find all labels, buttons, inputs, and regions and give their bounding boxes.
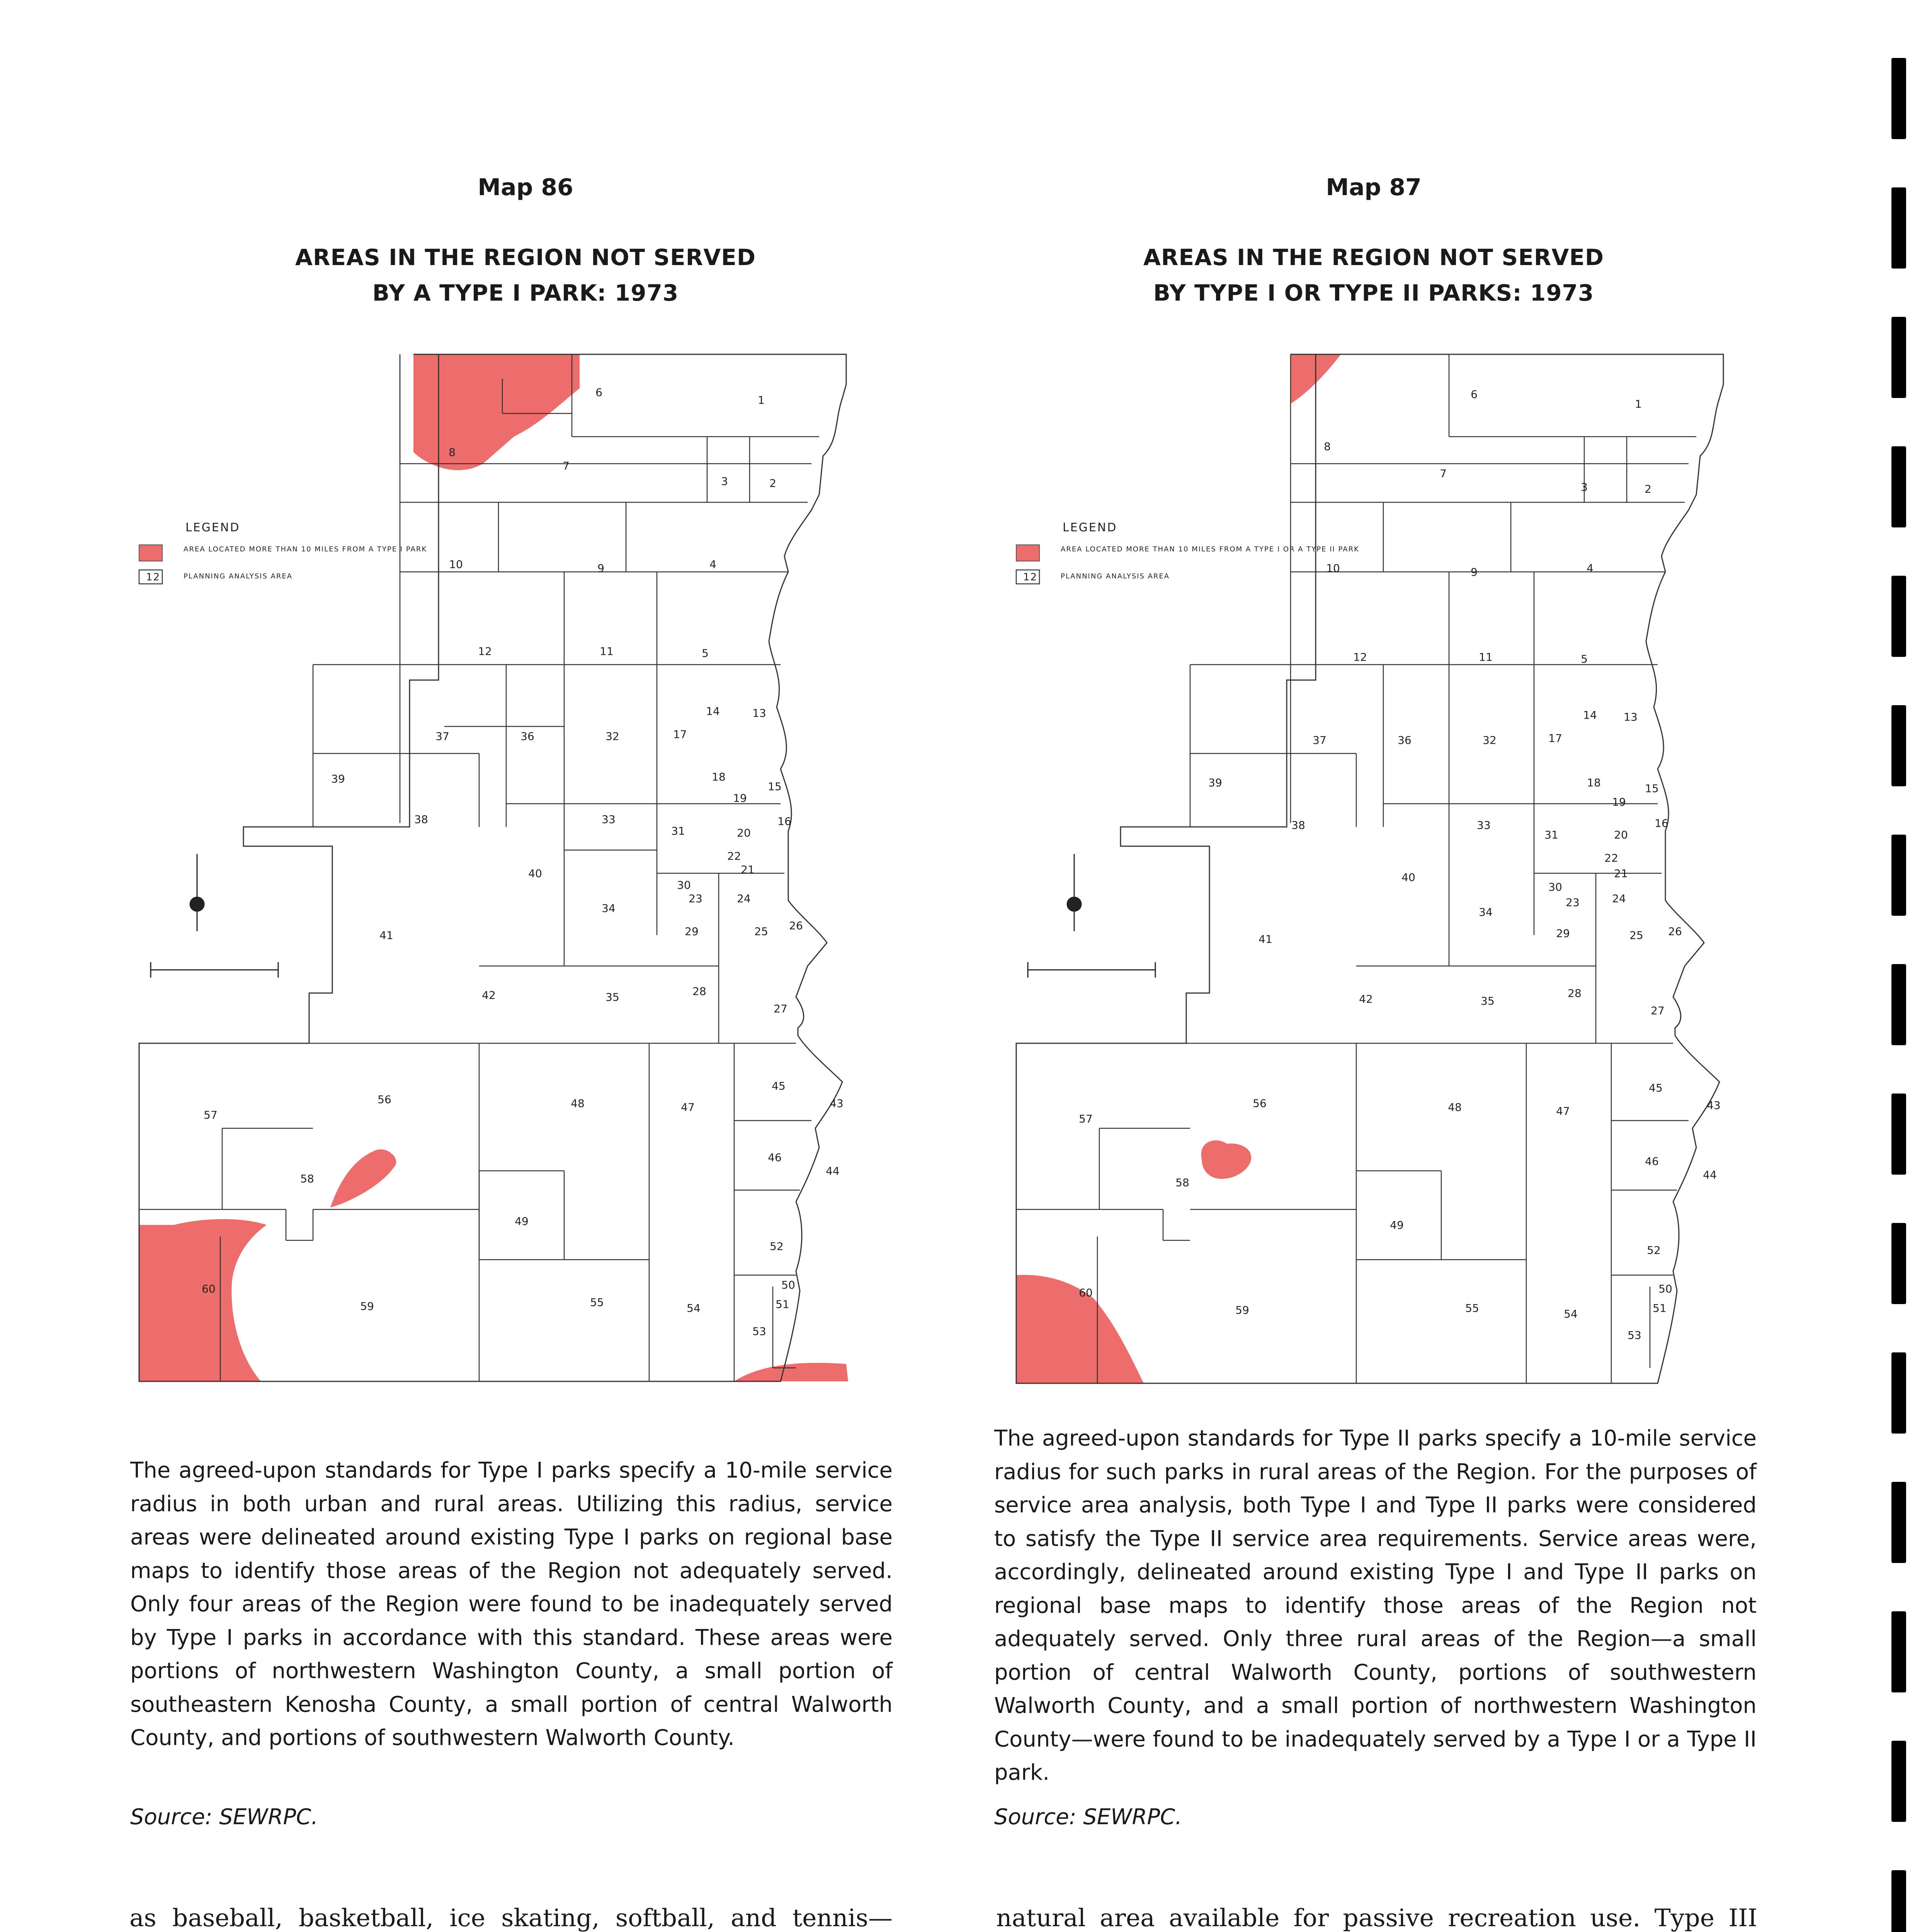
svg-text:43: 43 (830, 1097, 844, 1110)
map-87-caption: The agreed-upon standards for Type II parks specify a 10-mile service radius for such parks in rural areas of the Region. For the purposes of service area analysis, both Type I and Type II parks were considered to satisfy the Type II service area requirements. Service areas were, accordingly, delineated around existing Type I and Type II parks on regional base maps to identify those areas of the Region not adequately served. Only three rural areas of the Region—a small portion of central Walworth County, portions of southwestern Walworth County, and a small portion of northwestern Washington County—were found to be inadequately served by a Type I or a Type II park. (994, 1426, 1757, 1785)
legend-heading: LEGEND (185, 521, 240, 534)
svg-text:48: 48 (1448, 1101, 1462, 1114)
unserved-area-southwest-walworth (139, 1219, 267, 1381)
map-86-area-labels (202, 386, 844, 1338)
svg-text:6: 6 (595, 386, 602, 399)
svg-text:36: 36 (1398, 734, 1412, 747)
body-paragraph: as baseball, basketball, ice skating, softball, and tennis— (129, 1904, 893, 1932)
svg-text:26: 26 (1668, 925, 1682, 938)
body-paragraph: natural area available for passive recreation use. Type III (996, 1904, 1757, 1932)
binding-tab (1891, 1352, 1906, 1434)
north-arrow (1067, 854, 1081, 931)
svg-text:45: 45 (772, 1080, 786, 1092)
svg-text:23: 23 (689, 892, 702, 905)
binding-tab (1891, 446, 1906, 527)
map-87-area-labels (1079, 388, 1721, 1342)
legend-swatch-unserved (1016, 545, 1039, 561)
map-86-title: AREAS IN THE REGION NOT SERVED BY A TYPE I PARK: 1973 (295, 244, 756, 306)
svg-text:3: 3 (721, 475, 728, 488)
svg-text:59: 59 (1235, 1304, 1249, 1316)
svg-text:15: 15 (768, 780, 782, 793)
map-86-caption: The agreed-upon standards for Type I parks specify a 10-mile service radius in both urban and rural areas. Utilizing this radius, service areas were delineated around existing Type I parks on regional base maps to identify those areas of the Region not adequately served. Only four areas of the Region were found to be inadequately served by Type I parks in accordance with this standard. These areas were portions of northwestern Washington County, a small portion of southeastern Kenosha County, a small portion of central Walworth County, and portions of southwestern Walworth County. (130, 1458, 893, 1750)
svg-text:32: 32 (605, 730, 619, 743)
svg-text:42: 42 (482, 989, 496, 1002)
legend-item-unserved: AREA LOCATED MORE THAN 10 MILES FROM A TYPE I OR A TYPE II PARK (1061, 545, 1359, 553)
graphic-scale (151, 962, 278, 978)
binding-tab (1891, 705, 1906, 786)
binding-tab (1891, 835, 1906, 916)
legend-item-planning-area: PLANNING ANALYSIS AREA (1061, 572, 1170, 580)
legend-swatch-number: 12 (146, 571, 161, 583)
svg-text:12: 12 (478, 645, 492, 658)
svg-text:2: 2 (769, 477, 776, 490)
unserved-area-central-walworth (330, 1150, 396, 1208)
svg-text:27: 27 (1651, 1004, 1665, 1017)
svg-text:41: 41 (379, 929, 393, 942)
svg-text:53: 53 (752, 1325, 766, 1338)
svg-text:29: 29 (1556, 927, 1570, 940)
svg-text:35: 35 (605, 991, 619, 1003)
svg-text:45: 45 (1649, 1082, 1663, 1094)
map-86-source: Source: SEWRPC. (130, 1804, 318, 1830)
svg-text:14: 14 (706, 705, 720, 718)
svg-text:46: 46 (1645, 1155, 1659, 1168)
svg-text:39: 39 (1208, 776, 1222, 789)
svg-text:30: 30 (1548, 881, 1562, 893)
svg-text:7: 7 (1440, 467, 1447, 480)
svg-text:11: 11 (600, 645, 614, 658)
svg-text:22: 22 (727, 850, 741, 862)
svg-text:22: 22 (1604, 852, 1618, 864)
svg-text:29: 29 (685, 925, 699, 938)
map-87-title: AREAS IN THE REGION NOT SERVED BY TYPE I OR TYPE II PARKS: 1973 (1143, 244, 1604, 306)
svg-text:8: 8 (449, 446, 456, 459)
svg-text:38: 38 (414, 813, 428, 826)
svg-text:27: 27 (774, 1002, 787, 1015)
svg-text:20: 20 (1614, 828, 1628, 841)
map-87 (993, 340, 1766, 1399)
svg-text:18: 18 (712, 770, 726, 783)
binding-tab (1891, 1094, 1906, 1175)
unserved-area-southeast-kenosha (734, 1363, 848, 1381)
svg-text:49: 49 (1390, 1219, 1404, 1231)
svg-text:44: 44 (826, 1165, 840, 1177)
svg-text:39: 39 (331, 772, 345, 785)
map-86-label: Map 86 (478, 174, 573, 201)
legend-item-planning-area: PLANNING ANALYSIS AREA (184, 572, 293, 580)
svg-text:56: 56 (1253, 1097, 1267, 1110)
svg-text:5: 5 (702, 647, 709, 660)
body-left-column (129, 1901, 893, 1932)
svg-text:31: 31 (671, 825, 685, 837)
svg-text:2: 2 (1645, 483, 1651, 495)
svg-text:13: 13 (752, 707, 766, 719)
legend-heading: LEGEND (1063, 521, 1117, 534)
svg-text:3: 3 (1581, 481, 1588, 493)
binding-tab (1891, 1741, 1906, 1822)
svg-text:46: 46 (768, 1151, 782, 1164)
binding-tab (1891, 187, 1906, 269)
svg-text:28: 28 (692, 985, 706, 998)
svg-text:28: 28 (1568, 987, 1582, 1000)
svg-text:5: 5 (1581, 653, 1588, 665)
unserved-area-central-walworth (1201, 1140, 1252, 1179)
svg-text:31: 31 (1544, 828, 1558, 841)
binding-tab (1891, 1482, 1906, 1563)
binding-tab (1891, 1611, 1906, 1692)
svg-text:58: 58 (300, 1172, 314, 1185)
svg-text:52: 52 (1647, 1244, 1661, 1257)
svg-text:44: 44 (1703, 1168, 1717, 1181)
svg-text:33: 33 (1477, 819, 1491, 832)
svg-text:17: 17 (673, 728, 687, 741)
svg-text:48: 48 (571, 1097, 585, 1110)
svg-text:51: 51 (776, 1298, 789, 1311)
svg-text:9: 9 (1471, 566, 1478, 578)
svg-text:49: 49 (515, 1215, 529, 1228)
svg-text:55: 55 (590, 1296, 604, 1309)
svg-text:14: 14 (1583, 709, 1597, 721)
legend-swatch-unserved (139, 545, 162, 561)
svg-text:60: 60 (1079, 1286, 1093, 1299)
svg-text:32: 32 (1483, 734, 1497, 747)
binding-tabs (1891, 58, 1915, 1932)
svg-text:4: 4 (709, 558, 716, 571)
legend-item-unserved: AREA LOCATED MORE THAN 10 MILES FROM A TYPE I PARK (184, 545, 427, 553)
svg-text:30: 30 (677, 879, 691, 891)
body-right-column (996, 1901, 1757, 1932)
svg-text:20: 20 (737, 827, 751, 839)
svg-text:26: 26 (789, 919, 803, 932)
map-87-source: Source: SEWRPC. (994, 1804, 1182, 1830)
svg-text:1: 1 (1635, 398, 1642, 410)
svg-text:55: 55 (1465, 1302, 1479, 1315)
svg-text:17: 17 (1548, 732, 1562, 745)
svg-text:7: 7 (563, 459, 570, 472)
graphic-scale (1028, 962, 1155, 978)
svg-text:24: 24 (737, 892, 751, 905)
svg-text:9: 9 (597, 562, 604, 575)
svg-text:59: 59 (360, 1300, 374, 1313)
binding-tab (1891, 1223, 1906, 1304)
binding-tab (1891, 58, 1906, 139)
svg-text:19: 19 (733, 792, 747, 804)
svg-text:21: 21 (1614, 867, 1628, 880)
svg-text:38: 38 (1291, 819, 1305, 832)
map-87-label: Map 87 (1326, 174, 1422, 201)
svg-text:40: 40 (528, 867, 542, 880)
svg-text:36: 36 (520, 730, 534, 743)
svg-text:4: 4 (1587, 562, 1594, 575)
legend-swatch-number: 12 (1023, 571, 1038, 583)
svg-text:6: 6 (1471, 388, 1478, 401)
svg-text:43: 43 (1707, 1099, 1721, 1112)
svg-text:51: 51 (1653, 1302, 1667, 1315)
binding-tab (1891, 964, 1906, 1045)
svg-text:23: 23 (1566, 896, 1580, 909)
svg-text:16: 16 (777, 815, 791, 828)
binding-tab (1891, 576, 1906, 657)
svg-text:58: 58 (1175, 1176, 1189, 1189)
svg-text:15: 15 (1645, 782, 1659, 795)
svg-text:10: 10 (449, 558, 463, 571)
svg-text:57: 57 (1079, 1112, 1093, 1125)
svg-text:50: 50 (781, 1279, 795, 1291)
map-86 (116, 340, 889, 1399)
svg-text:37: 37 (1313, 734, 1327, 747)
svg-text:16: 16 (1655, 817, 1668, 830)
svg-text:42: 42 (1359, 993, 1373, 1005)
svg-text:34: 34 (1479, 906, 1493, 918)
svg-text:52: 52 (770, 1240, 784, 1253)
svg-text:25: 25 (754, 925, 768, 938)
svg-text:37: 37 (435, 730, 449, 743)
svg-text:50: 50 (1658, 1282, 1672, 1295)
north-arrow (190, 854, 204, 931)
svg-text:8: 8 (1324, 440, 1331, 453)
svg-text:18: 18 (1587, 776, 1601, 789)
svg-text:19: 19 (1612, 796, 1626, 808)
svg-text:1: 1 (758, 394, 765, 406)
svg-text:13: 13 (1624, 711, 1638, 723)
map-86-svg (116, 340, 889, 1399)
svg-text:57: 57 (204, 1109, 218, 1121)
svg-text:35: 35 (1481, 995, 1495, 1007)
svg-text:40: 40 (1401, 871, 1415, 884)
svg-text:53: 53 (1628, 1329, 1641, 1342)
svg-text:21: 21 (741, 863, 755, 876)
svg-text:47: 47 (1556, 1105, 1570, 1117)
svg-text:41: 41 (1259, 933, 1272, 946)
svg-text:25: 25 (1629, 929, 1643, 942)
map-87-svg (993, 340, 1766, 1399)
svg-text:56: 56 (378, 1093, 391, 1106)
svg-text:47: 47 (681, 1101, 695, 1114)
svg-text:12: 12 (1353, 651, 1367, 663)
svg-text:24: 24 (1612, 892, 1626, 905)
binding-tab (1891, 1870, 1906, 1932)
svg-text:54: 54 (687, 1302, 701, 1315)
binding-tab (1891, 317, 1906, 398)
svg-text:34: 34 (602, 902, 616, 915)
svg-text:11: 11 (1479, 651, 1493, 663)
svg-text:33: 33 (602, 813, 616, 826)
svg-text:54: 54 (1564, 1308, 1578, 1320)
svg-text:10: 10 (1326, 562, 1340, 575)
svg-text:60: 60 (202, 1282, 216, 1295)
